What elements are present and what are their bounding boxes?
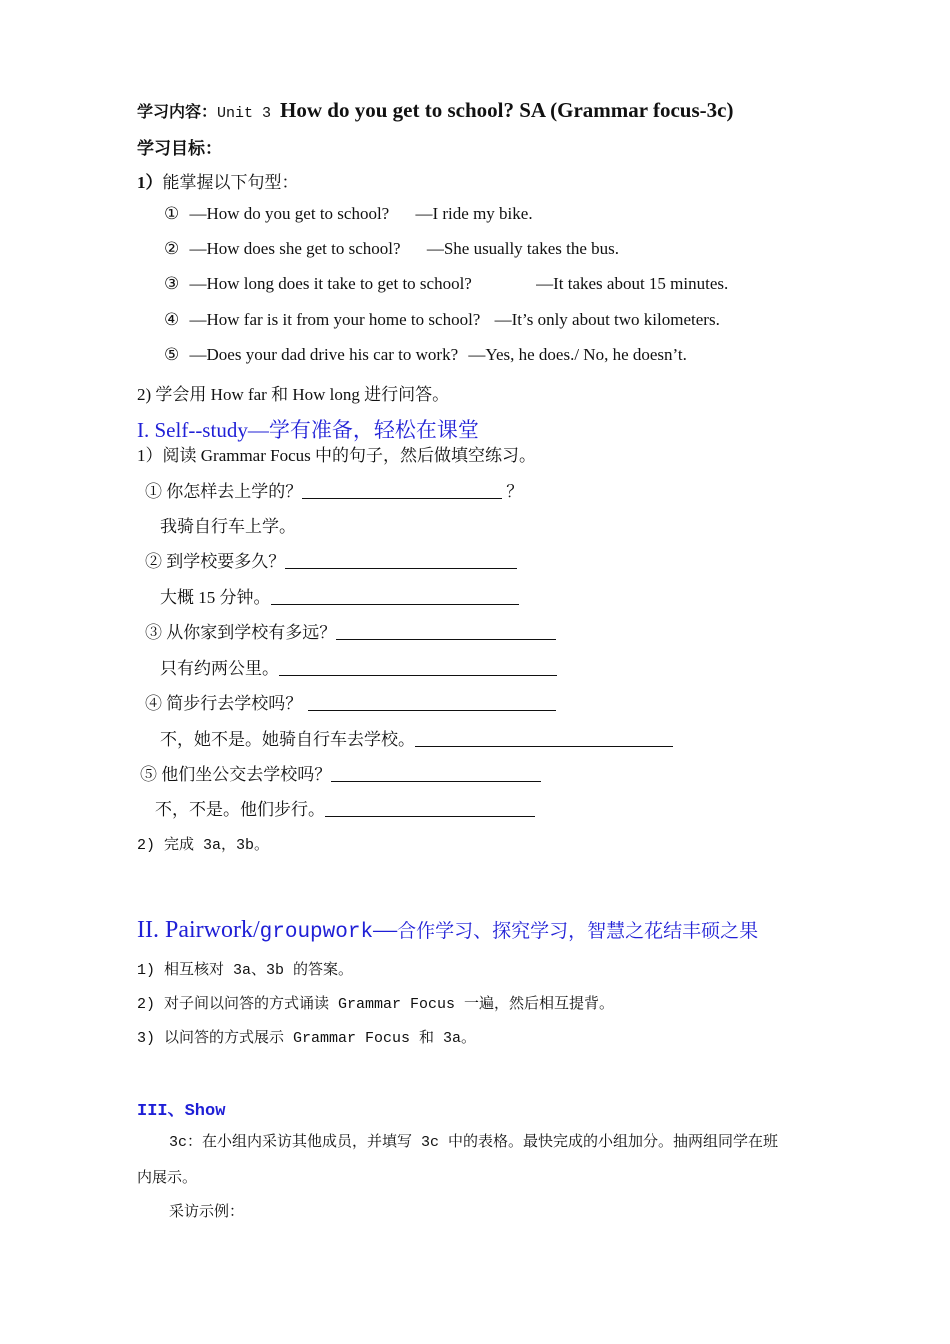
exercise-a2 xyxy=(160,583,519,608)
exercise-q1-end: ？ xyxy=(506,482,524,501)
sentence-num: ① xyxy=(164,204,180,223)
sentence-num: ② xyxy=(164,239,180,258)
sentence-num: ④ xyxy=(164,310,180,329)
blank-q1[interactable] xyxy=(302,482,502,499)
exercise-a3-text: 只有约两公里。 xyxy=(160,659,279,678)
sentence-1 xyxy=(164,204,533,224)
blank-q5[interactable] xyxy=(331,765,541,782)
section-2-title-c: — xyxy=(373,917,398,943)
section-2-title xyxy=(137,916,758,944)
exercise-q1-text: ① 你怎样去上学的？ xyxy=(145,482,303,501)
exercise-q4-text: ④ 简步行去学校吗？ xyxy=(145,694,303,713)
sentence-answer: —It takes about 15 minutes. xyxy=(536,274,729,293)
sentence-3 xyxy=(164,274,728,294)
goals-heading: 学习目标： xyxy=(137,139,222,158)
section-2-title-cn: 合作学习、探究学习，智慧之花结丰硕之果 xyxy=(397,921,759,942)
sentence-answer: —I ride my bike. xyxy=(415,204,533,223)
blank-a2[interactable] xyxy=(271,588,519,605)
exercise-a3 xyxy=(160,654,557,679)
section-1-sub2: 2) 完成 3a，3b。 xyxy=(137,837,270,854)
unit-label: Unit 3 xyxy=(217,105,281,122)
sentence-num: ⑤ xyxy=(164,345,180,364)
sentence-question: —How long does it take to get to school? xyxy=(189,274,472,293)
exercise-a2-text: 大概 15 分钟。 xyxy=(160,588,271,607)
section-1-title: I. Self--study—学有准备，轻松在课堂 xyxy=(137,418,479,442)
section-2-title-b: groupwork xyxy=(259,921,374,944)
goal-item-1-text: 能掌握以下句型： xyxy=(162,173,299,192)
section-3-para-line1: 3c：在小组内采访其他成员，并填写 3c 中的表格。最快完成的小组加分。抽两组同学在班 xyxy=(169,1134,779,1151)
blank-a3[interactable] xyxy=(279,659,557,676)
blank-a4[interactable] xyxy=(415,730,673,747)
exercise-q4 xyxy=(145,689,556,714)
exercise-q3-text: ③ 从你家到学校有多远？ xyxy=(145,623,337,642)
section-3-example-label: 采访示例： xyxy=(169,1204,245,1221)
section-3-para-line2: 内展示。 xyxy=(137,1170,198,1187)
sentence-4 xyxy=(164,310,720,330)
sentence-question: —How far is it from your home to school? xyxy=(189,310,481,329)
exercise-q2-text: ② 到学校要多久？ xyxy=(145,552,286,571)
sentence-answer: —It’s only about two kilometers. xyxy=(494,310,720,329)
section-2-item-3: 3) 以问答的方式展示 Grammar Focus 和 3a。 xyxy=(137,1030,477,1047)
sentence-question: —How does she get to school? xyxy=(189,239,401,258)
blank-q4[interactable] xyxy=(308,694,556,711)
sentence-2 xyxy=(164,239,619,259)
sentence-num: ③ xyxy=(164,274,180,293)
blank-q2[interactable] xyxy=(285,552,517,569)
exercise-a5 xyxy=(155,795,535,820)
exercise-a1: 我骑自行车上学。 xyxy=(160,517,296,536)
exercise-a5-text: 不，不是。他们步行。 xyxy=(155,800,325,819)
exercise-q5 xyxy=(140,760,541,785)
lesson-title: How do you get to school? SA (Grammar focus-3c) xyxy=(280,98,734,122)
section-2-title-a: II. Pairwork/ xyxy=(137,917,260,943)
section-2-item-1: 1) 相互核对 3a、3b 的答案。 xyxy=(137,962,354,979)
sentence-question: —Does your dad drive his car to work? xyxy=(189,345,459,364)
section-3-title: III、Show xyxy=(137,1102,226,1121)
goal-item-1 xyxy=(137,168,299,193)
sentence-question: —How do you get to school? xyxy=(189,204,390,223)
goal-item-2: 2) 学会用 How far 和 How long 进行问答。 xyxy=(137,385,450,404)
exercise-q3 xyxy=(145,618,556,643)
sentence-5 xyxy=(164,345,687,365)
exercise-q1 xyxy=(145,477,523,502)
exercise-q2 xyxy=(145,547,517,572)
exercise-a4-text: 不，她不是。她骑自行车去学校。 xyxy=(160,730,415,749)
sentence-answer: —She usually takes the bus. xyxy=(426,239,619,258)
content-label: 学习内容： xyxy=(137,104,218,121)
sentence-answer: —Yes, he does./ No, he doesn’t. xyxy=(468,345,687,364)
header-line xyxy=(137,98,733,123)
blank-a5[interactable] xyxy=(325,800,535,817)
section-1-sub1: 1）阅读 Grammar Focus 中的句子，然后做填空练习。 xyxy=(137,446,537,465)
exercise-a4 xyxy=(160,725,673,750)
goal-item-1-num: 1） xyxy=(137,173,163,192)
blank-q3[interactable] xyxy=(336,623,556,640)
exercise-q5-text: ⑤ 他们坐公交去学校吗？ xyxy=(140,765,332,784)
section-2-item-2: 2) 对子间以问答的方式诵读 Grammar Focus 一遍，然后相互提背。 xyxy=(137,996,615,1013)
